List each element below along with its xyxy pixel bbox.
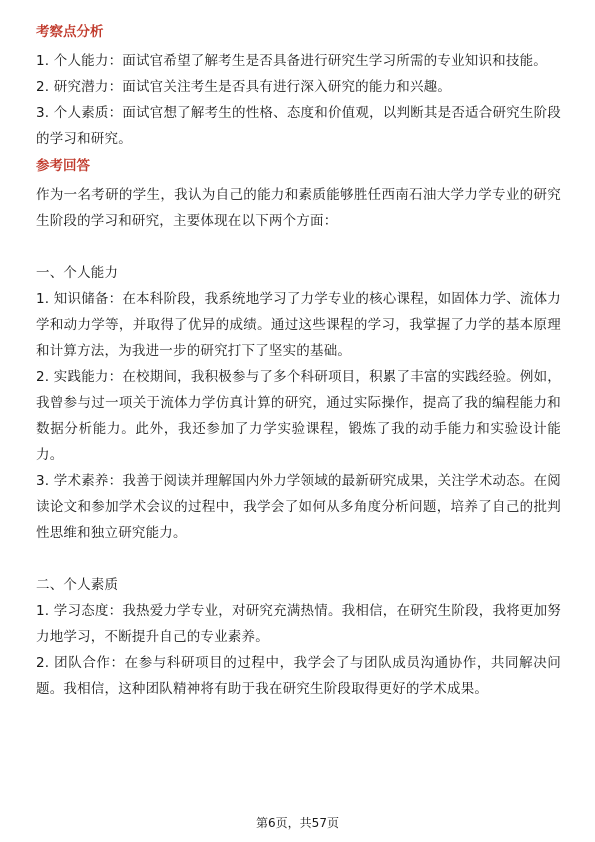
document-page <box>36 22 561 702</box>
analysis-item-3: 3. 个人素质：面试官想了解考生的性格、态度和价值观，以判断其是否适合研究生阶段的学习和研究。 <box>36 105 561 147</box>
part2-heading: 二、个人素质 <box>36 577 119 593</box>
part2-item-2: 2. 团队合作：在参与科研项目的过程中，我学会了与团队成员沟通协作，共同解决问题。我相信，这种团队精神将有助于我在研究生阶段取得更好的学术成果。 <box>36 655 561 697</box>
part1-item-3: 3. 学术素养：我善于阅读并理解国内外力学领域的最新研究成果，关注学术动态。在阅读论文和参加学术会议的过程中，我学会了如何从多角度分析问题，培养了自己的批判性思维和独立研究能力。 <box>36 473 561 541</box>
analysis-section-title: 考察点分析 <box>36 24 104 40</box>
analysis-item-1: 1. 个人能力：面试官希望了解考生是否具备进行研究生学习所需的专业知识和技能。 <box>36 53 547 69</box>
part2-item-1: 1. 学习态度：我热爱力学专业，对研究充满热情。我相信，在研究生阶段，我将更加努力地学习，不断提升自己的专业素养。 <box>36 603 561 645</box>
part1-item-2: 2. 实践能力：在校期间，我积极参与了多个科研项目，积累了丰富的实践经验。例如，我曾参与过一项关于流体力学仿真计算的研究，通过实际操作，提高了我的编程能力和数据分析能力。此外，我还参加了力学实验课程，锻炼了我的动手能力和实验设计能力。 <box>36 369 561 463</box>
part1-item-1: 1. 知识储备：在本科阶段，我系统地学习了力学专业的核心课程，如固体力学、流体力学和动力学等，并取得了优异的成绩。通过这些课程的学习，我掌握了力学的基本原理和计算方法，为我进一步的研究打下了坚实的基础。 <box>36 291 561 359</box>
answer-intro: 作为一名考研的学生，我认为自己的能力和素质能够胜任西南石油大学力学专业的研究生阶段的学习和研究，主要体现在以下两个方面： <box>36 187 561 229</box>
page-number: 第6页，共57页 <box>256 816 339 830</box>
analysis-item-2: 2. 研究潜力：面试官关注考生是否具有进行深入研究的能力和兴趣。 <box>36 79 452 95</box>
answer-section-title: 参考回答 <box>36 158 90 174</box>
part1-heading: 一、个人能力 <box>36 265 119 281</box>
